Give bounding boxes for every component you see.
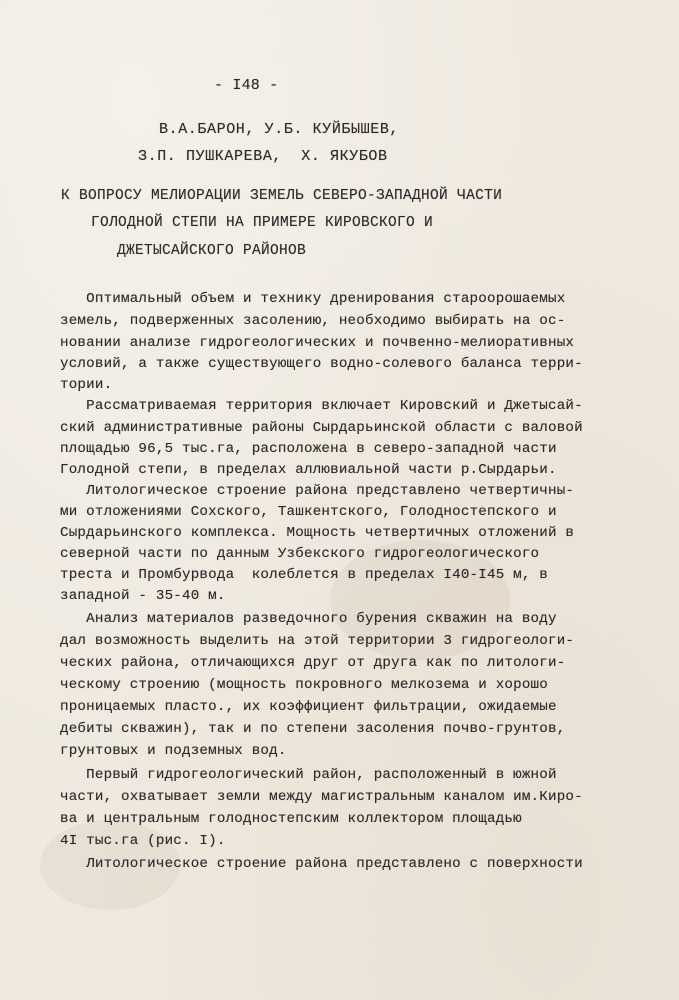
- body-line: дал возможность выделить на этой территории 3 гидрогеологи-: [60, 633, 575, 649]
- body-line: тории.: [60, 377, 113, 393]
- page-number: - I48 -: [214, 77, 279, 94]
- body-line: ческих района, отличающихся друг от друга как по литологи-: [60, 655, 566, 671]
- body-line: Рассматриваемая территория включает Кировский и Джетысай-: [60, 398, 583, 414]
- body-line: северной части по данным Узбекского гидрогеологического: [60, 546, 540, 562]
- body-line: проницаемых пласто., их коэффициент фильтрации, ожидаемые: [60, 699, 557, 715]
- body-line: грунтовых и подземных вод.: [60, 743, 287, 759]
- body-line: земель, подверженных засолению, необходимо выбирать на ос-: [60, 313, 566, 329]
- body-line: треста и Промбурвода колеблется в пределах I40-I45 м, в: [60, 567, 548, 583]
- body-line: ми отложениями Сохского, Ташкентского, Голодностепского и: [60, 504, 557, 520]
- body-line: части, охватывает земли между магистральным каналом им.Киро-: [60, 789, 583, 805]
- body-line: Первый гидрогеологический район, расположенный в южной: [60, 767, 557, 783]
- body-line: Голодной степи, в пределах аллювиальной части р.Сырдарьи.: [60, 462, 557, 478]
- body-line: ский административные районы Сырдарьинской области с валовой: [60, 420, 583, 436]
- authors-line: В.А.БАРОН, У.Б. КУЙБЫШЕВ,: [159, 121, 400, 138]
- body-line: Литологическое строение района представлено с поверхности: [60, 856, 583, 872]
- body-line: новании анализе гидрогеологических и почвенно-мелиоративных: [60, 335, 575, 351]
- body-line: ческому строению (мощность покровного мелкозема и хорошо: [60, 677, 548, 693]
- authors-line: З.П. ПУШКАРЕВА, Х. ЯКУБОВ: [138, 148, 388, 165]
- body-line: Сырдарьинского комплекса. Мощность четвертичных отложений в: [60, 525, 575, 541]
- body-line: Оптимальный объем и технику дренирования староорошаемых: [60, 291, 566, 307]
- body-line: западной - 35-40 м.: [60, 588, 226, 604]
- body-line: условий, а также существующего водно-солевого баланса терри-: [60, 356, 583, 372]
- body-line: ва и центральным голодностепским коллектором площадью: [60, 811, 522, 827]
- body-line: дебиты скважин), так и по степени засоления почво-грунтов,: [60, 721, 566, 737]
- body-line: Литологическое строение района представлено четвертичны-: [60, 483, 575, 499]
- article-title-line: ГОЛОДНОЙ СТЕПИ НА ПРИМЕРЕ КИРОВСКОГО И: [91, 215, 434, 231]
- article-title-line: К ВОПРОСУ МЕЛИОРАЦИИ ЗЕМЕЛЬ СЕВЕРО-ЗАПАДНОЙ ЧАСТИ: [61, 188, 503, 204]
- body-line: 4I тыс.га (рис. I).: [60, 833, 226, 849]
- body-line: площадью 96,5 тыс.га, расположена в северо-западной части: [60, 441, 557, 457]
- body-line: Анализ материалов разведочного бурения скважин на воду: [60, 611, 557, 627]
- article-title-line: ДЖЕТЫСАЙСКОГО РАЙОНОВ: [117, 243, 307, 259]
